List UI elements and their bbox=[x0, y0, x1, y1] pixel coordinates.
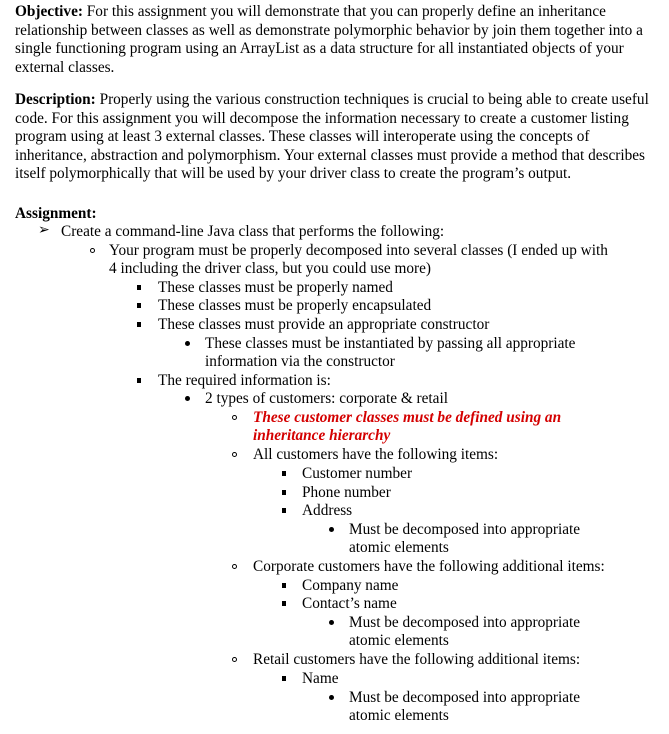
description-heading: Description: bbox=[15, 91, 96, 108]
square-bullet-icon bbox=[282, 490, 286, 495]
list-item: Customer number bbox=[302, 465, 413, 482]
list-item: Company name bbox=[302, 577, 399, 594]
square-bullet-icon bbox=[137, 285, 141, 290]
dot-bullet-icon bbox=[185, 341, 190, 346]
emphasis-item-continuation: inheritance hierarchy bbox=[253, 427, 391, 444]
dot-bullet-icon bbox=[185, 396, 190, 401]
dot-bullet-icon bbox=[329, 695, 334, 700]
objective-paragraph bbox=[15, 3, 655, 77]
list-item: Must be decomposed into appropriate bbox=[349, 521, 581, 538]
list-item: These classes must be instantiated by passing all appropriate bbox=[205, 335, 576, 352]
list-item-continuation: atomic elements bbox=[349, 539, 449, 556]
square-bullet-icon bbox=[282, 508, 286, 513]
description-paragraph bbox=[15, 91, 655, 184]
list-item: Create a command-line Java class that performs the following: bbox=[61, 223, 445, 240]
square-bullet-icon bbox=[137, 303, 141, 308]
list-item: Must be decomposed into appropriate bbox=[349, 689, 581, 706]
description-text: Properly using the various construction techniques is crucial to being able to create useful code. For this assignment you will decompose the information necessary to create a customer listing program using at least 3 external classes. These classes will interoperate using the concepts of inheritance, abstraction and polymorphism. Your external classes must provide a method that describes itself polymorphically that will be used by your driver class to create the program’s output. bbox=[15, 91, 649, 183]
dot-bullet-icon bbox=[329, 527, 334, 532]
list-item: Name bbox=[302, 670, 339, 687]
circle-bullet-icon bbox=[232, 657, 237, 662]
list-item-continuation: 4 including the driver class, but you could use more) bbox=[109, 260, 432, 277]
square-bullet-icon bbox=[137, 378, 141, 383]
list-item: Address bbox=[302, 502, 353, 519]
list-item: These classes must be properly named bbox=[158, 279, 393, 296]
square-bullet-icon bbox=[137, 322, 141, 327]
assignment-heading: Assignment: bbox=[15, 205, 97, 222]
list-item: Retail customers have the following additional items: bbox=[253, 651, 581, 668]
dot-bullet-icon bbox=[329, 620, 334, 625]
list-item: Corporate customers have the following additional items: bbox=[253, 558, 605, 575]
list-item-continuation: information via the constructor bbox=[205, 353, 395, 370]
emphasis-item: These customer classes must be defined using an bbox=[253, 409, 562, 426]
circle-bullet-icon bbox=[90, 248, 95, 253]
arrow-bullet-icon: ➢ bbox=[38, 223, 50, 238]
list-item: 2 types of customers: corporate & retail bbox=[205, 390, 448, 407]
list-item: These classes must be properly encapsulated bbox=[158, 297, 432, 314]
objective-heading: Objective: bbox=[15, 3, 83, 20]
list-item: Contact’s name bbox=[302, 595, 397, 612]
list-item: The required information is: bbox=[158, 372, 331, 389]
square-bullet-icon bbox=[282, 583, 286, 588]
list-item: All customers have the following items: bbox=[253, 446, 499, 463]
square-bullet-icon bbox=[282, 601, 286, 606]
circle-bullet-icon bbox=[232, 564, 237, 569]
square-bullet-icon bbox=[282, 676, 286, 681]
circle-bullet-icon bbox=[232, 415, 237, 420]
list-item: Must be decomposed into appropriate bbox=[349, 614, 581, 631]
circle-bullet-icon bbox=[232, 452, 237, 457]
list-item-continuation: atomic elements bbox=[349, 707, 449, 724]
list-item: Phone number bbox=[302, 484, 391, 501]
list-item-continuation: atomic elements bbox=[349, 632, 449, 649]
objective-text: For this assignment you will demonstrate that you can properly define an inheritance relationship between classes as well as demonstrate polymorphic behavior by join them together into a single functioning program using an ArrayList as a data structure for all instantiated objects of your external classes. bbox=[15, 3, 643, 76]
list-item: These classes must provide an appropriate constructor bbox=[158, 316, 490, 333]
square-bullet-icon bbox=[282, 471, 286, 476]
list-item: Your program must be properly decomposed into several classes (I ended up with bbox=[109, 242, 608, 259]
